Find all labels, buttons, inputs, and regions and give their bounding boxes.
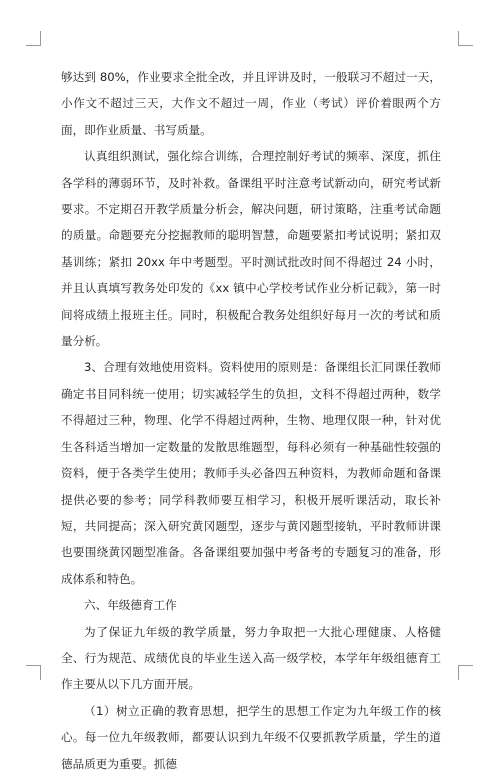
crop-mark-top-left [26, 31, 41, 46]
document-body [61, 64, 441, 777]
crop-mark-bottom-right [458, 665, 473, 680]
paragraph-materials-usage: 3、合理有效地使用资料。资料使用的原则是：备课组长汇同课任教师确定书目同科统一使用；切实减轻学生的负担，文科不得超过两种，数学不得超过三种，物理、化学不得超过两种，生物、地理仅限一种，针对优生各科适当增加一定数量的发散思维题型，每科必须有一种基础性较强的资料，便于各类学生使用；教师手头必备四五种资料，为教师命题和备课提供必要的参考；同学科教师要互相学习，积极开展听课活动，取长补短，共同提高；深入研究黄冈题型，逐步与黄冈题型接轨，平时教师讲课也要围绕黄冈题型准备。各备课组要加强中考备考的专题复习的准备，形成体系和特色。 [61, 360, 441, 586]
paragraph-testing: 认真组织测试，强化综合训练，合理控制好考试的频率、深度，抓住各学科的薄弱环节，及时补救。备课组平时注意考试新动向，研究考试新要求。不定期召开教学质量分析会，解决问题，研讨策略，注重考试命题的质量。命题要充分挖掘教师的聪明智慧，命题要紧扣考试说明；紧扣双基训练；紧扣 20xx 年中考题型。平时测试批改时间不得超过 24 小时，并且认真填写教务处印发的《xx 镇中心学校考试作业分析记载》，第一时间将成绩上报班主任。同时，积极配合教务处组织好每月一次的考试和质量分析。 [61, 149, 441, 349]
paragraph-moral-education-intro: 为了保证九年级的教学质量，努力争取把一大批心理健康、人格健全、行为规范、成绩优良的毕业生送入高一级学校，本学年年级组德育工作主要从以下几方面开展。 [61, 624, 441, 692]
paragraph-homework-requirements: 够达到 80%，作业要求全批全改，并且评讲及时，一般联习不超过一天，小作文不超过三天，大作文不超过一周，作业（考试）评价着眼两个方面，即作业质量、书写质量。 [61, 70, 441, 137]
crop-mark-top-right [458, 31, 473, 46]
crop-mark-bottom-left [26, 665, 41, 680]
section-heading-moral-education: 六、年级德育工作 [84, 598, 177, 613]
paragraph-education-thought: （1）树立正确的教育思想，把学生的思想工作定为九年级工作的核心。每一位九年级教师，都要认识到九年级不仅要抓教学质量，学生的道德品质更为重要。抓德 [61, 703, 441, 771]
